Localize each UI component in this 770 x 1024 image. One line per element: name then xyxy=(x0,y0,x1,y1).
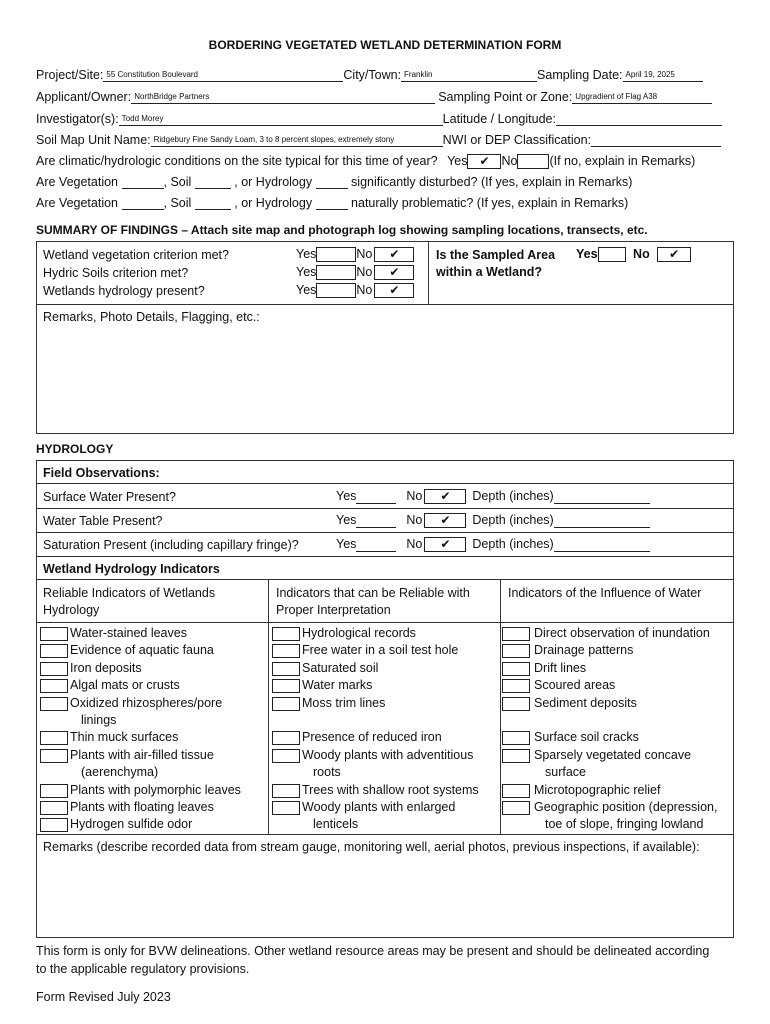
col1-indicator-label: Evidence of aquatic fauna xyxy=(70,643,214,658)
col2-indicator-label: Woody plants with adventitious xyxy=(302,747,474,762)
applicant-field[interactable] xyxy=(131,91,435,104)
col-divider-1 xyxy=(268,579,269,834)
veg-disturbed-field[interactable] xyxy=(122,175,164,189)
col2-checkbox[interactable] xyxy=(272,697,300,711)
observation-answer xyxy=(336,537,650,552)
observation-depth-field[interactable] xyxy=(554,515,650,528)
observation-label: Saturation Present (including capillary fringe)? xyxy=(43,538,299,552)
col3-indicator-continuation: surface xyxy=(545,765,586,780)
col2-indicator-label: Water marks xyxy=(302,678,373,693)
col2-checkbox[interactable] xyxy=(272,784,300,798)
col1-checkbox[interactable] xyxy=(40,627,68,641)
veg-problematic-field[interactable] xyxy=(122,196,164,210)
city-field[interactable] xyxy=(401,69,537,82)
hydro-line-1 xyxy=(36,483,734,484)
project-field[interactable] xyxy=(103,69,343,82)
applicant-value: NorthBridge Partners xyxy=(134,92,210,101)
observation-answer xyxy=(336,489,650,504)
col2-checkbox[interactable] xyxy=(272,627,300,641)
col1-indicator-label: Water-stained leaves xyxy=(70,626,187,640)
col1-checkbox[interactable] xyxy=(40,731,68,745)
soil-label-2: , Soil xyxy=(163,196,192,210)
col2-header-line1: Indicators that can be Reliable with xyxy=(276,586,470,600)
col1-indicator-label: Thin muck surfaces xyxy=(70,730,179,745)
sampled-answer xyxy=(576,247,691,262)
observation-no-label: No xyxy=(406,489,423,503)
col3-checkbox[interactable] xyxy=(502,731,530,745)
col1-checkbox[interactable] xyxy=(40,749,68,763)
observation-no-box[interactable]: ✔ xyxy=(424,489,466,504)
date-value: April 19, 2025 xyxy=(625,70,675,79)
sampled-no-label: No xyxy=(633,247,650,261)
observation-yes-label: Yes xyxy=(336,537,357,551)
observation-no-box[interactable]: ✔ xyxy=(424,537,466,552)
col3-indicator-label: Surface soil cracks xyxy=(534,730,639,745)
summary-no-box[interactable]: ✔ xyxy=(374,247,414,262)
col1-header xyxy=(43,585,215,619)
hydro-line-4 xyxy=(36,556,734,557)
investigator-row xyxy=(36,112,722,126)
observation-answer xyxy=(336,513,650,528)
summary-no-label: No xyxy=(356,247,373,261)
nwi-label: NWI or DEP Classification: xyxy=(442,133,592,147)
soil-problematic-field[interactable] xyxy=(195,196,231,210)
latlong-label: Latitude / Longitude: xyxy=(442,112,556,126)
investigator-field[interactable] xyxy=(119,113,443,126)
footer-note-1: This form is only for BVW delineations. Other wetland resource areas may be present and should be delineated according xyxy=(36,944,710,958)
col1-indicator-continuation: linings xyxy=(81,713,117,727)
latlong-field[interactable] xyxy=(556,113,722,126)
summary-divider xyxy=(36,304,734,305)
col1-checkbox[interactable] xyxy=(40,784,68,798)
summary-yes-box[interactable] xyxy=(316,265,356,280)
col3-header xyxy=(508,585,701,602)
observation-no-label: No xyxy=(406,537,423,551)
col3-indicator-label: Sparsely vegetated concave xyxy=(534,747,692,762)
climatic-yes-box[interactable]: ✔ xyxy=(467,154,501,169)
sampled-q2: within a Wetland? xyxy=(436,265,543,279)
footer-note-2: to the applicable regulatory provisions. xyxy=(36,962,250,976)
col3-checkbox[interactable] xyxy=(502,679,530,693)
col3-checkbox[interactable] xyxy=(502,662,530,676)
hydrology-remarks-label: Remarks (describe recorded data from stream gauge, monitoring well, aerial photos, previous inspections, if available): xyxy=(43,840,700,854)
col2-indicator-label: Saturated soil xyxy=(302,660,379,675)
col3-indicator-label: Sediment deposits xyxy=(534,695,637,710)
col2-checkbox[interactable] xyxy=(272,801,300,815)
hydro-label: , or Hydrology xyxy=(234,175,313,189)
col3-indicator-label: Direct observation of inundation xyxy=(534,626,710,640)
sampling-point-label: Sampling Point or Zone: xyxy=(438,90,573,104)
date-label: Sampling Date: xyxy=(537,68,623,82)
col1-checkbox[interactable] xyxy=(40,697,68,711)
col2-indicator-label: Moss trim lines xyxy=(302,695,386,710)
col1-checkbox[interactable] xyxy=(40,644,68,658)
climatic-no-box[interactable] xyxy=(517,154,549,169)
col3-indicator-label: Microtopographic relief xyxy=(534,782,661,797)
col2-indicator-continuation: lenticels xyxy=(313,817,359,832)
col-divider-2 xyxy=(500,579,501,834)
investigator-value: Todd Morey xyxy=(121,114,164,123)
veg-label-2: Are Vegetation xyxy=(36,196,119,210)
summary-criterion-label: Wetlands hydrology present? xyxy=(43,284,205,298)
sampled-yes-label: Yes xyxy=(576,247,598,261)
col2-checkbox[interactable] xyxy=(272,662,300,676)
sampled-no-box[interactable]: ✔ xyxy=(657,247,691,262)
col2-checkbox[interactable] xyxy=(272,679,300,693)
summary-yes-box[interactable] xyxy=(316,283,356,298)
col2-checkbox[interactable] xyxy=(272,749,300,763)
summary-yes-box[interactable] xyxy=(316,247,356,262)
summary-criterion-answer xyxy=(296,265,414,280)
col3-checkbox[interactable] xyxy=(502,644,530,658)
col1-indicator-continuation: (aerenchyma) xyxy=(81,765,159,780)
col3-indicator-label: Scoured areas xyxy=(534,678,616,693)
applicant-label: Applicant/Owner: xyxy=(36,90,132,104)
climatic-yes-label: Yes xyxy=(447,154,468,168)
col1-indicator-label: Algal mats or crusts xyxy=(70,678,180,693)
climatic-row xyxy=(36,154,695,169)
col1-indicator-label: Hydrogen sulfide odor xyxy=(70,817,193,832)
col2-indicator-label: Presence of reduced iron xyxy=(302,730,442,745)
hydro-line-7 xyxy=(36,834,734,835)
summary-criterion-label: Wetland vegetation criterion met? xyxy=(43,248,229,262)
form-revised: Form Revised July 2023 xyxy=(36,990,171,1004)
col2-indicator-label: Hydrological records xyxy=(302,626,416,640)
summary-criterion-answer xyxy=(296,283,414,298)
col3-indicator-label: Drift lines xyxy=(534,660,587,675)
applicant-row xyxy=(36,90,712,104)
col2-indicator-label: Free water in a soil test hole xyxy=(302,643,459,658)
summary-yes-label: Yes xyxy=(296,247,317,261)
summary-no-label: No xyxy=(356,265,373,279)
sampling-point-value: Upgradient of Flag A38 xyxy=(575,92,658,101)
hydrology-heading: HYDROLOGY xyxy=(36,442,114,456)
soil-disturbed-field[interactable] xyxy=(195,175,231,189)
project-value: 55 Constitution Boulevard xyxy=(106,70,199,79)
summary-criterion-label: Hydric Soils criterion met? xyxy=(43,266,189,280)
col3-checkbox[interactable] xyxy=(502,749,530,763)
hydro-line-2 xyxy=(36,508,734,509)
col1-header-line1: Reliable Indicators of Wetlands xyxy=(43,586,216,600)
veg-label: Are Vegetation xyxy=(36,175,119,189)
soil-label: , Soil xyxy=(163,175,192,189)
summary-no-box[interactable]: ✔ xyxy=(374,265,414,280)
climatic-question: Are climatic/hydrologic conditions on the site typical for this time of year? xyxy=(36,154,438,168)
col1-indicator-label: Iron deposits xyxy=(70,660,142,675)
col3-indicator-label: Geographic position (depression, xyxy=(534,800,718,814)
observation-no-box[interactable]: ✔ xyxy=(424,513,466,528)
col3-indicator-label: Drainage patterns xyxy=(534,643,634,658)
project-label: Project/Site: xyxy=(36,68,104,82)
summary-criterion-answer xyxy=(296,247,414,262)
col2-checkbox[interactable] xyxy=(272,731,300,745)
col3-checkbox[interactable] xyxy=(502,801,530,815)
problematic-row xyxy=(36,196,628,210)
observation-yes-label: Yes xyxy=(336,513,357,527)
observation-yes-field[interactable] xyxy=(356,491,396,504)
col2-indicator-label: Trees with shallow root systems xyxy=(302,782,479,797)
col2-indicator-label: Woody plants with enlarged xyxy=(302,800,456,814)
field-observations-label: Field Observations: xyxy=(43,466,160,480)
indicators-heading: Wetland Hydrology Indicators xyxy=(43,562,220,576)
hydro-disturbed-field[interactable] xyxy=(316,175,348,189)
disturbed-text: significantly disturbed? (If yes, explain in Remarks) xyxy=(351,175,633,189)
soil-map-label: Soil Map Unit Name: xyxy=(36,133,151,147)
climatic-note: (If no, explain in Remarks) xyxy=(549,154,696,168)
col1-indicator-label: Oxidized rhizospheres/pore xyxy=(70,695,223,710)
col1-indicator-label: Plants with air-filled tissue xyxy=(70,747,214,762)
project-row xyxy=(36,68,703,82)
summary-heading: SUMMARY OF FINDINGS – Attach site map and photograph log showing sampling locations, transects, etc. xyxy=(36,223,648,237)
hydro-line-3 xyxy=(36,532,734,533)
observation-depth-label: Depth (inches) xyxy=(472,513,554,527)
col2-header xyxy=(276,585,470,619)
observation-depth-field[interactable] xyxy=(554,539,650,552)
observation-depth-field[interactable] xyxy=(554,491,650,504)
col1-checkbox[interactable] xyxy=(40,662,68,676)
observation-yes-field[interactable] xyxy=(356,515,396,528)
observation-depth-label: Depth (inches) xyxy=(472,489,554,503)
observation-no-label: No xyxy=(406,513,423,527)
summary-no-label: No xyxy=(356,283,373,297)
col1-indicator-label: Plants with floating leaves xyxy=(70,800,214,814)
summary-vdivider xyxy=(428,241,429,304)
city-value: Franklin xyxy=(404,70,433,79)
summary-yes-label: Yes xyxy=(296,265,317,279)
col2-checkbox[interactable] xyxy=(272,644,300,658)
problematic-text: naturally problematic? (If yes, explain in Remarks) xyxy=(351,196,629,210)
city-label: City/Town: xyxy=(343,68,402,82)
date-field[interactable] xyxy=(623,69,703,82)
summary-yes-label: Yes xyxy=(296,283,317,297)
col2-indicator-continuation: roots xyxy=(313,765,341,780)
soil-map-value: Ridgebury Fine Sandy Loam, 3 to 8 percent slopes, extremely stony xyxy=(153,135,395,144)
observation-depth-label: Depth (inches) xyxy=(472,537,554,551)
col3-indicator-continuation: toe of slope, fringing lowland xyxy=(545,817,704,832)
observation-label: Water Table Present? xyxy=(43,514,163,528)
col3-header-line1: Indicators of the Influence of Water xyxy=(508,586,702,600)
summary-no-box[interactable]: ✔ xyxy=(374,283,414,298)
nwi-field[interactable] xyxy=(591,134,721,147)
hydro-problematic-field[interactable] xyxy=(316,196,348,210)
hydro-label-2: , or Hydrology xyxy=(234,196,313,210)
col1-checkbox[interactable] xyxy=(40,801,68,815)
sampling-point-field[interactable] xyxy=(572,91,712,104)
soil-map-field[interactable] xyxy=(151,134,443,147)
col3-checkbox[interactable] xyxy=(502,697,530,711)
sampled-q1: Is the Sampled Area xyxy=(436,248,556,262)
observation-label: Surface Water Present? xyxy=(43,490,176,504)
sampled-yes-box[interactable] xyxy=(598,247,626,262)
col1-indicator-label: Plants with polymorphic leaves xyxy=(70,782,241,797)
investigator-label: Investigator(s): xyxy=(36,112,119,126)
hydro-line-6 xyxy=(36,622,734,623)
col2-header-line2: Proper Interpretation xyxy=(276,603,391,617)
climatic-no-label: No xyxy=(501,154,518,168)
col1-header-line2: Hydrology xyxy=(43,603,100,617)
soil-map-row xyxy=(36,133,721,147)
hydro-line-5 xyxy=(36,579,734,580)
observation-yes-label: Yes xyxy=(336,489,357,503)
col3-checkbox[interactable] xyxy=(502,784,530,798)
col3-checkbox[interactable] xyxy=(502,627,530,641)
observation-yes-field[interactable] xyxy=(356,539,396,552)
col1-checkbox[interactable] xyxy=(40,818,68,832)
col1-checkbox[interactable] xyxy=(40,679,68,693)
disturbed-row xyxy=(36,175,632,189)
summary-remarks-label: Remarks, Photo Details, Flagging, etc.: xyxy=(43,310,260,324)
form-title: BORDERING VEGETATED WETLAND DETERMINATION FORM xyxy=(208,38,562,52)
